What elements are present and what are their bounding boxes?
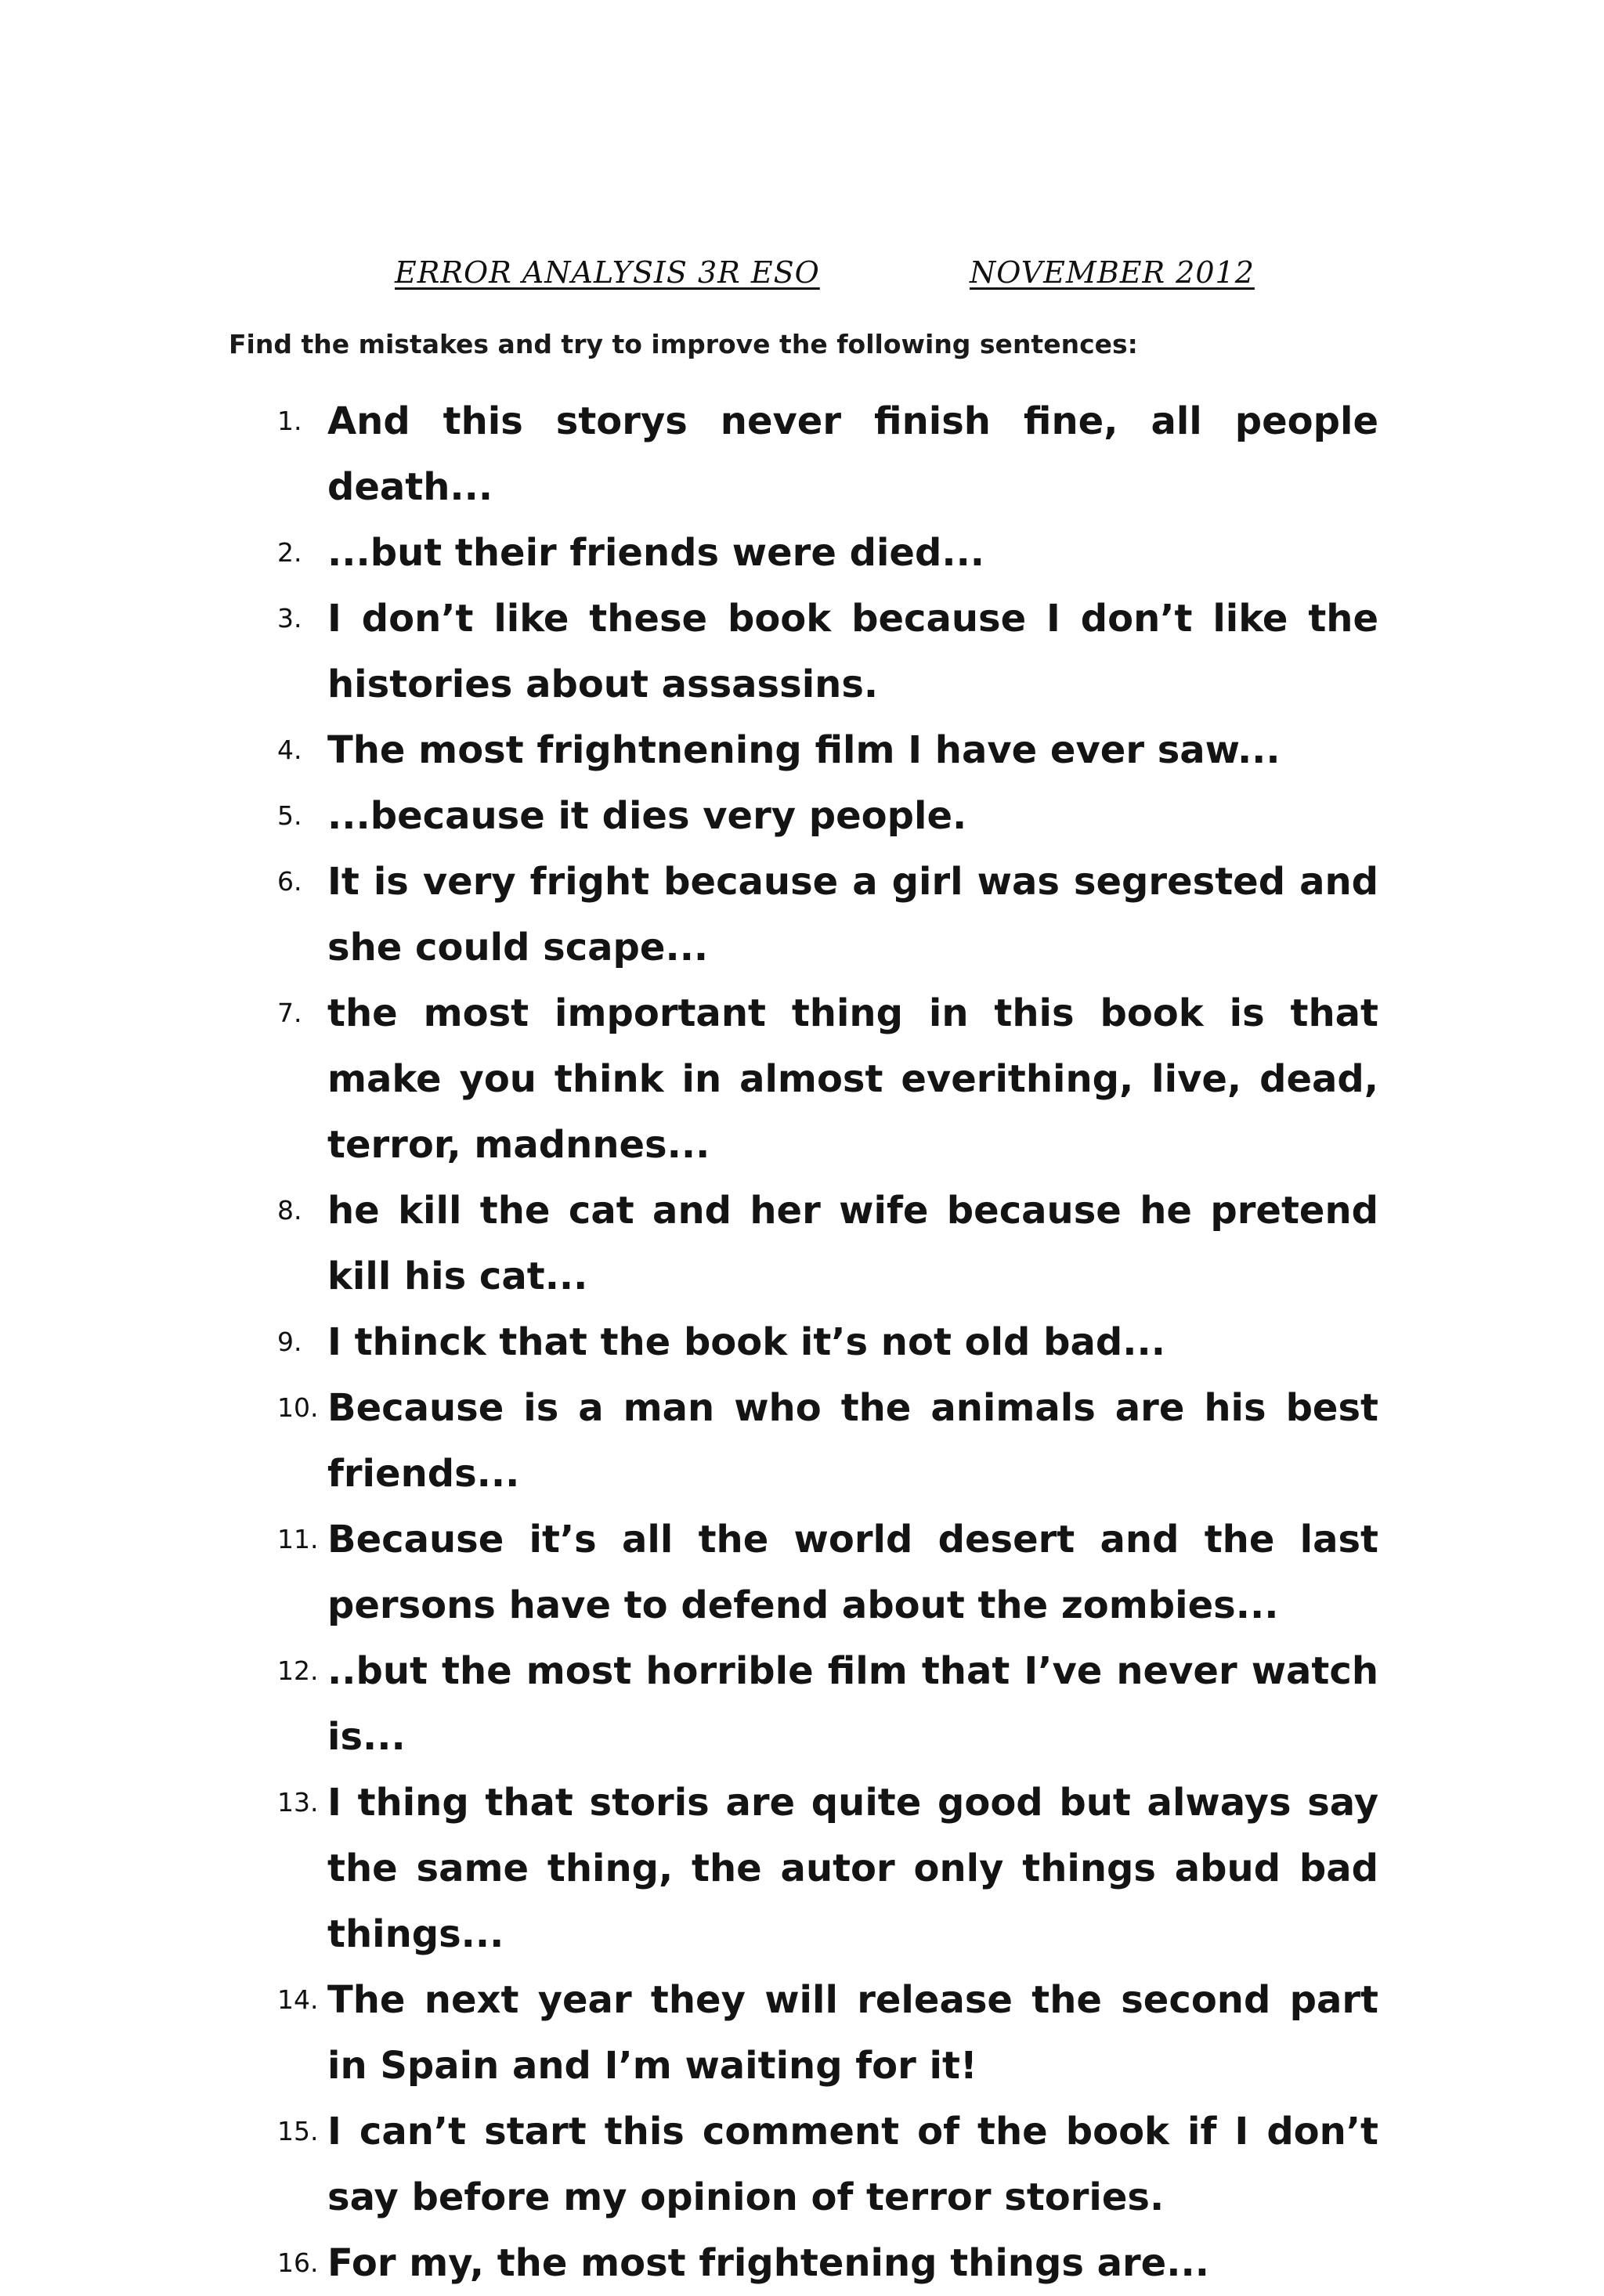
sentence-number: 3. — [277, 603, 302, 634]
sentence-text: ...but their friends were died... — [327, 531, 985, 575]
sentence-text: ..but the most horrible film that I’ve never watch is... — [327, 1649, 1378, 1759]
sentence-number: 1. — [277, 406, 302, 436]
worksheet-header — [0, 255, 1604, 302]
sentence-text: he kill the cat and her wife because he pretend kill his cat... — [327, 1189, 1378, 1298]
sentence-text: Because is a man who the animals are his best friends... — [327, 1386, 1378, 1496]
sentence-text: Because it’s all the world desert and the last persons have to defend about the zombies... — [327, 1518, 1378, 1627]
sentence-item — [0, 388, 1604, 520]
sentence-item — [0, 1770, 1604, 1967]
sentence-number: 6. — [277, 866, 302, 897]
sentence-number: 10. — [277, 1392, 319, 1423]
sentence-item — [0, 1309, 1604, 1375]
sentence-number: 12. — [277, 1655, 319, 1686]
sentence-text: The most frightnening film I have ever saw... — [327, 728, 1281, 772]
sentence-item — [0, 586, 1604, 717]
instructions-text: Find the mistakes and try to improve the following sentences: — [229, 329, 1138, 359]
sentence-item — [0, 717, 1604, 783]
sentence-text: The next year they will release the second part in Spain and I’m waiting for it! — [327, 1978, 1378, 2088]
sentence-item — [0, 783, 1604, 849]
sentence-number: 16. — [277, 2247, 319, 2278]
sentence-number: 4. — [277, 735, 302, 765]
sentence-number: 5. — [277, 800, 302, 831]
sentence-text: I thing that storis are quite good but always say the same thing, the autor only things abud bad things... — [327, 1781, 1378, 1956]
sentence-number: 13. — [277, 1787, 319, 1818]
sentence-item — [0, 980, 1604, 1178]
sentence-number: 11. — [277, 1524, 319, 1554]
sentence-item — [0, 1178, 1604, 1309]
sentence-number: 8. — [277, 1195, 302, 1226]
worksheet-title: ERROR ANALYSIS 3R ESO — [395, 255, 820, 290]
sentence-text: I thinck that the book it’s not old bad... — [327, 1320, 1165, 1364]
sentence-item — [0, 2230, 1604, 2296]
sentence-text: And this storys never finish fine, all people death... — [327, 399, 1378, 509]
sentence-text: For my, the most frightening things are... — [327, 2241, 1209, 2285]
sentence-number: 15. — [277, 2116, 319, 2146]
sentence-item — [0, 1375, 1604, 1507]
sentence-number: 7. — [277, 998, 302, 1028]
sentence-text: ...because it dies very people. — [327, 794, 967, 838]
sentence-text: I don’t like these book because I don’t like the histories about assassins. — [327, 597, 1378, 706]
sentence-text: It is very fright because a girl was segrested and she could scape... — [327, 860, 1378, 969]
sentence-item — [0, 1638, 1604, 1770]
sentence-item — [0, 1967, 1604, 2099]
sentence-item — [0, 2099, 1604, 2230]
sentence-item — [0, 1507, 1604, 1638]
sentence-item — [0, 849, 1604, 980]
sentence-item — [0, 520, 1604, 586]
sentence-list — [0, 388, 1604, 2296]
sentence-number: 14. — [277, 1984, 319, 2015]
sentence-text: the most important thing in this book is that make you think in almost everithing, live, dead, terror, madnnes... — [327, 991, 1378, 1167]
sentence-number: 9. — [277, 1327, 302, 1357]
sentence-text: I can’t start this comment of the book if I don’t say before my opinion of terror stories. — [327, 2110, 1378, 2219]
sentence-number: 2. — [277, 537, 302, 568]
worksheet-date: NOVEMBER 2012 — [970, 255, 1255, 290]
